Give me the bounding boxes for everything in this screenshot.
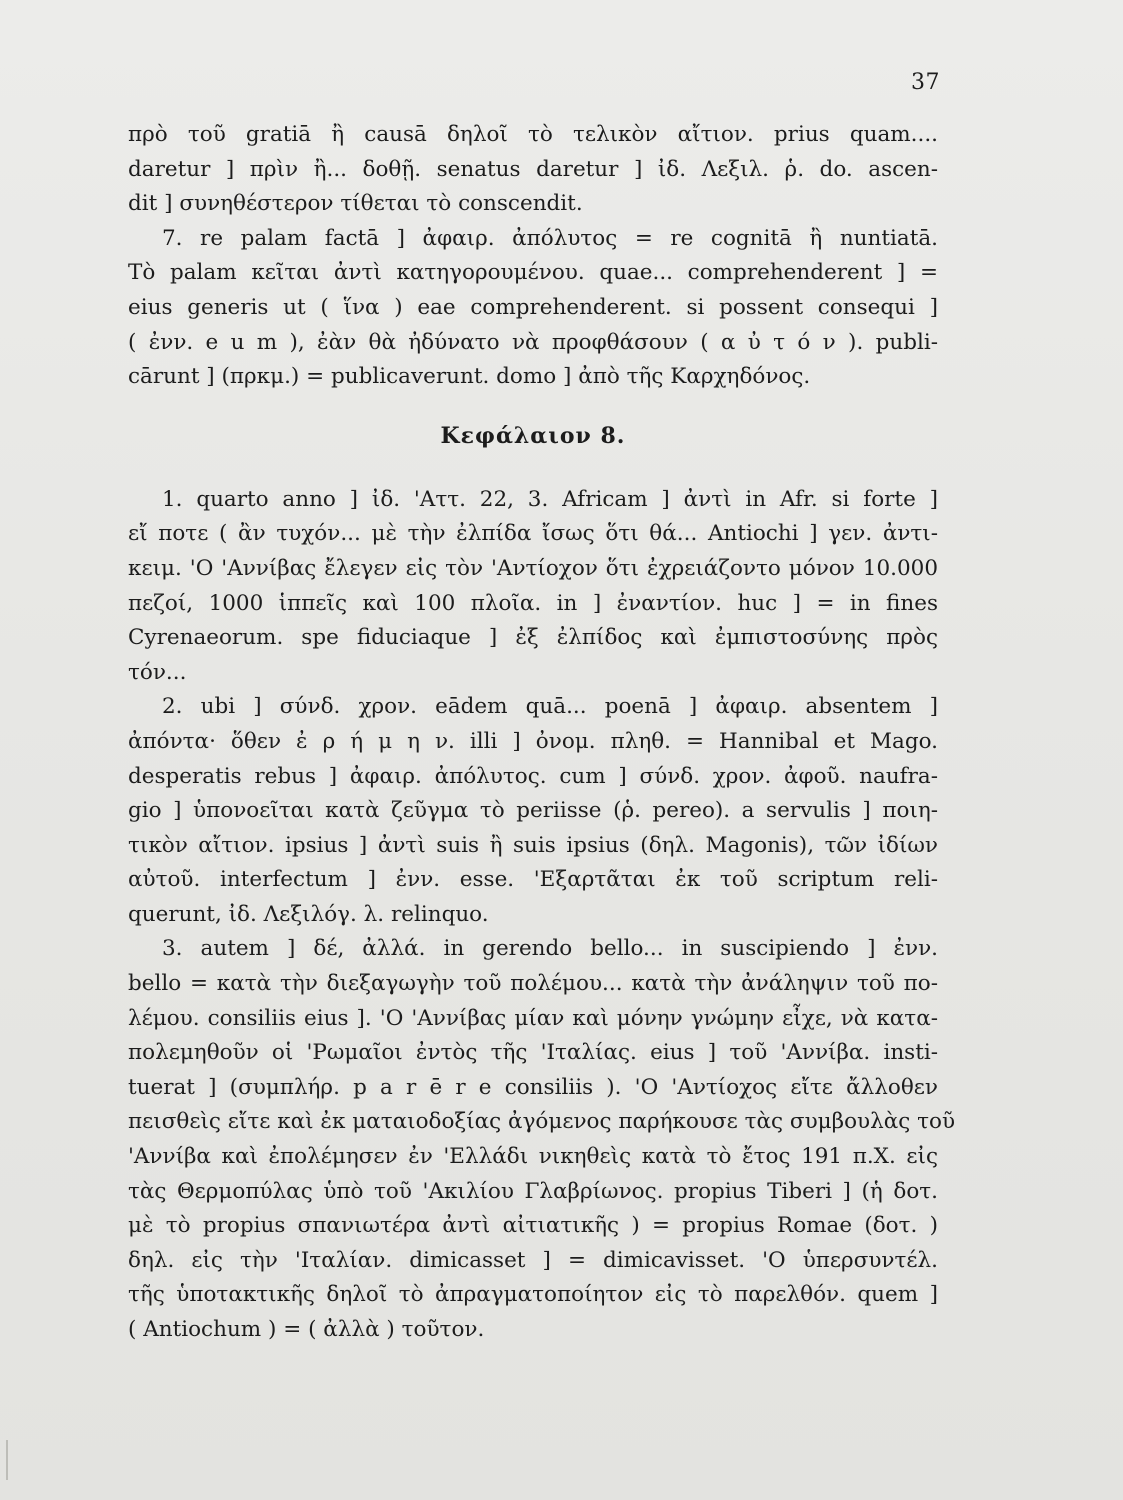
text-line: 2. ubi ] σύνδ. χρον. eādem quā... poenā ] ἀφαιρ. absentem ] xyxy=(162,694,938,720)
text-line: ( ἐνν. e u m ), ἐὰν θὰ ἠδύνατο νὰ προφθάσουν ( α ὐ τ ό ν ). publi- xyxy=(128,329,938,355)
text-line: τόν... xyxy=(128,659,187,685)
text-line: eius generis ut ( ἵνα ) eae comprehenderent. si possent consequi ] xyxy=(128,294,938,320)
text-line: 1. quarto anno ] ἰδ. 'Αττ. 22, 3. Africam ] ἀντὶ in Afr. si forte ] xyxy=(162,486,938,512)
text-line: gio ] ὑπονοεῖται κατὰ ζεῦγμα τὸ periisse (ῥ. pereo). a servulis ] ποιη- xyxy=(128,798,938,824)
text-line: dit ] συνηθέστερον τίθεται τὸ conscendit. xyxy=(128,191,583,217)
text-line: πεισθεὶς εἴτε καὶ ἐκ ματαιοδοξίας ἀγόμενος παρήκουσε τὰς συμβουλὰς τοῦ xyxy=(128,1109,956,1135)
text-line: ἀπόντα· ὅθεν ἐ ρ ή μ η ν. illi ] ὀνομ. πληθ. = Hannibal et Mago. xyxy=(128,728,938,754)
text-line: κειμ. 'Ο 'Αννίβας ἔλεγεν εἰς τὸν 'Αντίοχον ὅτι ἐχρειάζοντο μόνον 10.000 xyxy=(128,555,938,581)
page-number: 37 xyxy=(911,70,940,95)
text-line: πρὸ τοῦ gratiā ἢ causā δηλοῖ τὸ τελικὸν αἴτιον. prius quam.... xyxy=(128,122,938,147)
page-edge-mark xyxy=(6,1440,8,1480)
text-line: Cyrenaeorum. spe fiduciaque ] ἐξ ἐλπίδος καὶ ἐμπιστοσύνης πρὸς xyxy=(128,625,938,651)
text-line: cārunt ] (πρκμ.) = publicaverunt. domo ] ἀπὸ τῆς Καρχηδόνος. xyxy=(128,364,811,390)
text-line: λέμου. consiliis eius ]. 'Ο 'Αννίβας μίαν καὶ μόνην γνώμην εἶχε, νὰ κατα- xyxy=(128,1005,938,1031)
chapter-heading-block xyxy=(128,395,938,483)
text-line: 3. autem ] δέ, ἀλλά. in gerendo bello... in suscipiendo ] ἐνν. xyxy=(162,936,938,962)
text-line: 7. re palam factā ] ἀφαιρ. ἀπόλυτος = re cognitā ἢ nuntiatā. xyxy=(162,225,938,251)
text-line: τὰς Θερμοπύλας ὑπὸ τοῦ 'Ακιλίου Γλαβρίωνος. propius Tiberi ] (ἡ δοτ. xyxy=(128,1178,938,1204)
text-line: πολεμηθοῦν οἱ 'Ρωμαῖοι ἐντὸς τῆς 'Ιταλίας. eius ] τοῦ 'Αννίβα. insti- xyxy=(128,1040,938,1066)
text-line: αὐτοῦ. interfectum ] ἐνν. esse. 'Εξαρτᾶται ἐκ τοῦ scriptum reli- xyxy=(128,867,938,893)
text-line: querunt, ἰδ. Λεξιλόγ. λ. relinquo. xyxy=(128,901,489,927)
text-line: τῆς ὑποτακτικῆς δηλοῖ τὸ ἀπραγματοποίητον εἰς τὸ παρελθόν. quem ] xyxy=(128,1282,938,1308)
text-line: 'Αννίβα καὶ ἐπολέμησεν ἐν 'Ελλάδι νικηθεὶς κατὰ τὸ ἔτος 191 π.Χ. εἰς xyxy=(128,1144,938,1170)
commentary-text xyxy=(128,118,956,1348)
text-line: τικὸν αἴτιον. ipsius ] ἀντὶ suis ἢ suis ipsius (δηλ. Magonis), τῶν ἰδίων xyxy=(128,832,938,858)
text-line: εἴ ποτε ( ἂν τυχόν... μὲ τὴν ἐλπίδα ἴσως ὅτι θά... Antiochi ] γεν. ἀντι- xyxy=(128,521,938,547)
text-line: desperatis rebus ] ἀφαιρ. ἀπόλυτος. cum ] σύνδ. χρον. ἀφοῦ. naufra- xyxy=(128,763,938,789)
text-line: δηλ. εἰς τὴν 'Ιταλίαν. dimicasset ] = dimicavisset. 'Ο ὑπερσυντέλ. xyxy=(128,1247,938,1273)
text-line: Τὸ palam κεῖται ἀντὶ κατηγορουμένου. quae... comprehenderent ] = xyxy=(128,260,938,286)
text-line: ( Antiochum ) = ( ἀλλὰ ) τοῦτον. xyxy=(128,1317,485,1342)
text-line: μὲ τὸ propius σπανιωτέρα ἀντὶ αἰτιατικῆς ) = propius Romae (δοτ. ) xyxy=(128,1213,938,1239)
chapter-heading: Κεφάλαιον 8. xyxy=(440,422,626,449)
text-line: bello = κατὰ τὴν διεξαγωγὴν τοῦ πολέμου... κατὰ τὴν ἀνάληψιν τοῦ πο- xyxy=(128,971,938,997)
text-line: πεζοί, 1000 ἱππεῖς καὶ 100 πλοῖα. in ] ἐναντίον. huc ] = in fines xyxy=(128,590,938,616)
text-line: tuerat ] (συμπλήρ. p a r ē r e consiliis ). 'Ο 'Αντίοχος εἴτε ἄλλοθεν xyxy=(128,1074,938,1100)
text-line: daretur ] πρὶν ἢ... δοθῇ. senatus daretur ] ἰδ. Λεξιλ. ῥ. do. ascen- xyxy=(128,156,938,182)
